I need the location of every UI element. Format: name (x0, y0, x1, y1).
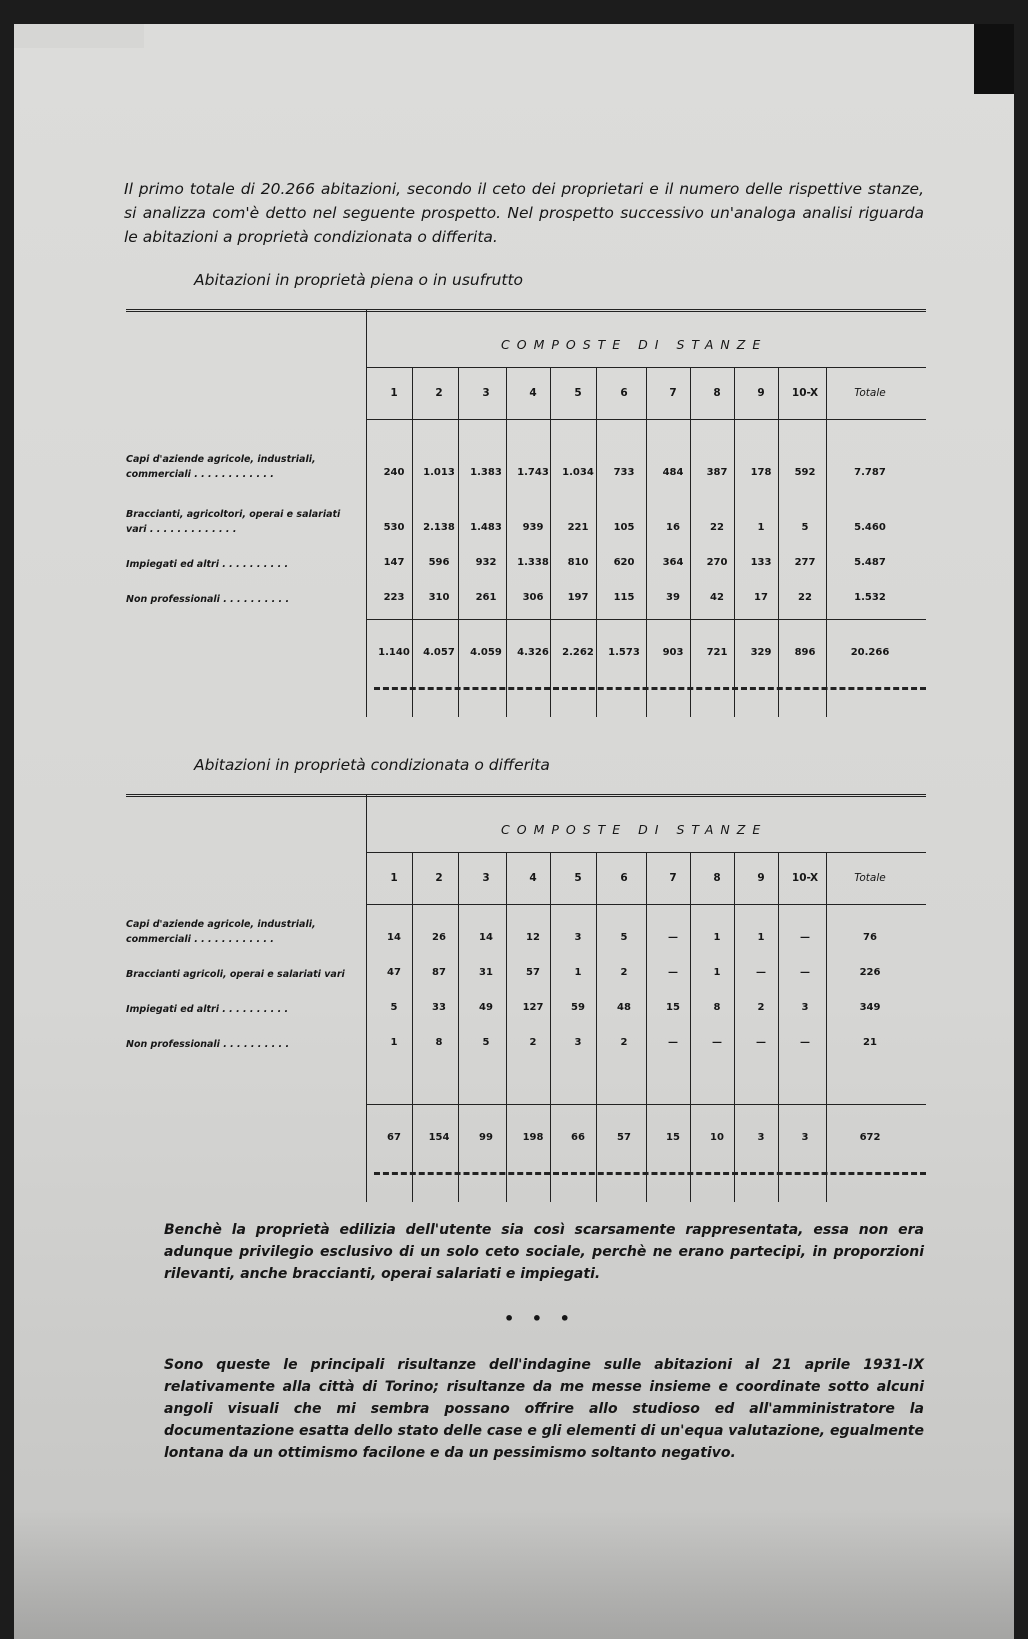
column-header-6: 6 (620, 387, 628, 399)
total-cell: 99 (479, 1132, 493, 1143)
column-header-11: Totale (854, 387, 886, 399)
total-cell: 198 (522, 1132, 544, 1143)
cell: 39 (666, 592, 680, 603)
cell: 87 (432, 967, 446, 978)
column-header-2: 2 (435, 872, 443, 884)
cell: 1.483 (470, 522, 502, 533)
row-label-3: Impiegati ed altri . . . . . . . . . . (126, 1004, 289, 1015)
column-divider-lower (826, 1112, 827, 1202)
intro-paragraph: Il primo totale di 20.266 abitazioni, secondo il ceto dei proprietari e il numero delle rispettive stanze, si analizza com'è detto nel seguente prospetto. Nel prospetto successivo un'analoga analisi riguarda le abitazioni a proprietà condizionata o differita. (124, 180, 924, 246)
row-label-4: Non professionali . . . . . . . . . . (126, 1039, 290, 1050)
cell: — (668, 1037, 678, 1048)
cell: 5 (390, 1002, 398, 1013)
column-divider-lower (826, 627, 827, 717)
column-divider (458, 852, 459, 1124)
cell: 57 (526, 967, 540, 978)
column-divider (690, 852, 691, 1124)
column-divider-lower (550, 627, 551, 717)
column-divider-lower (596, 1112, 597, 1202)
cell: 7.787 (854, 467, 886, 478)
cell: 3 (801, 1002, 809, 1013)
cell: 1 (713, 967, 721, 978)
cell: 277 (794, 557, 816, 568)
cell: 1.034 (562, 467, 594, 478)
cell: 76 (863, 932, 877, 943)
total-cell: 4.059 (470, 647, 502, 658)
cell: 1 (574, 967, 582, 978)
column-divider (646, 852, 647, 1124)
column-header-8: 8 (713, 872, 721, 884)
cell: — (668, 967, 678, 978)
cell: — (756, 967, 766, 978)
cell: 620 (613, 557, 635, 568)
cell: 5.487 (854, 557, 886, 568)
column-divider-lower (734, 627, 735, 717)
column-header-7: 7 (669, 872, 677, 884)
cell: 3 (574, 932, 582, 943)
table2 (126, 794, 926, 1204)
bottom-dashed-rule (374, 687, 926, 690)
total-cell: 721 (706, 647, 728, 658)
cell: 47 (387, 967, 401, 978)
cell: 596 (428, 557, 450, 568)
column-divider-lower (778, 627, 779, 717)
conclusion-paragraph: Benchè la proprietà edilizia dell'utente sia così scarsamente rappresentata, essa non era adunque privilegio esclusivo di un solo ceto sociale, perchè ne erano partecipi, in proporzioni rilevanti, anche braccianti, operai salariati e impiegati. (164, 1222, 924, 1282)
total-cell: 903 (662, 647, 684, 658)
row-label-4: Non professionali . . . . . . . . . . (126, 594, 290, 605)
cell: 17 (754, 592, 768, 603)
column-header-4: 4 (529, 872, 537, 884)
cell: 1 (757, 932, 765, 943)
cell: 22 (798, 592, 812, 603)
cell: 147 (383, 557, 405, 568)
column-divider-lower (550, 1112, 551, 1202)
cell: 133 (750, 557, 772, 568)
total-cell: 154 (428, 1132, 450, 1143)
cell: 261 (475, 592, 497, 603)
column-divider-lower (458, 627, 459, 717)
column-divider-lower (734, 1112, 735, 1202)
total-cell: 1.140 (378, 647, 410, 658)
table2-title: Abitazioni in proprietà condizionata o differita (194, 756, 550, 774)
cell: 5 (482, 1037, 490, 1048)
column-divider (412, 852, 413, 1124)
cell: 387 (706, 467, 728, 478)
cell: 15 (666, 1002, 680, 1013)
cell: 59 (571, 1002, 585, 1013)
column-divider-lower (690, 627, 691, 717)
cell: 364 (662, 557, 684, 568)
cell: 22 (710, 522, 724, 533)
column-divider (826, 852, 827, 1124)
cell: 127 (522, 1002, 544, 1013)
cell: 1.338 (517, 557, 549, 568)
cell: 3 (574, 1037, 582, 1048)
cell: 33 (432, 1002, 446, 1013)
table1-title: Abitazioni in proprietà piena o in usufrutto (194, 271, 524, 289)
total-cell: 66 (571, 1132, 585, 1143)
cell: 48 (617, 1002, 631, 1013)
cell: 1 (713, 932, 721, 943)
column-header-7: 7 (669, 387, 677, 399)
cell: — (712, 1037, 722, 1048)
cell: 1.383 (470, 467, 502, 478)
column-header-3: 3 (482, 387, 490, 399)
cell: 5 (620, 932, 628, 943)
column-header-9: 9 (757, 387, 765, 399)
total-cell: 57 (617, 1132, 631, 1143)
cell: 1 (757, 522, 765, 533)
cell: 226 (859, 967, 881, 978)
totals-rule (366, 619, 926, 620)
cell: 1 (390, 1037, 398, 1048)
column-divider-lower (506, 627, 507, 717)
cell: 31 (479, 967, 493, 978)
bottom-dashed-rule (374, 1172, 926, 1175)
scan-wear (14, 1509, 1014, 1639)
cell: 810 (567, 557, 589, 568)
cell: 221 (567, 522, 589, 533)
cell: 932 (475, 557, 497, 568)
cell: 306 (522, 592, 544, 603)
table-caption: COMPOSTE DI STANZE (501, 822, 768, 837)
cell: — (800, 1037, 810, 1048)
row-label-1: Capi d'aziende agricole, industriali, commerciali . . . . . . . . . . . . (126, 454, 316, 480)
total-cell: 4.326 (517, 647, 549, 658)
cell: 2 (620, 967, 628, 978)
cell: 530 (383, 522, 405, 533)
column-divider-lower (596, 627, 597, 717)
column-divider-lower (412, 1112, 413, 1202)
column-header-5: 5 (574, 387, 582, 399)
scan-shadow (974, 24, 1014, 94)
cell: 5.460 (854, 522, 886, 533)
column-divider (506, 852, 507, 1124)
total-cell: 329 (750, 647, 772, 658)
total-cell: 67 (387, 1132, 401, 1143)
final-paragraph: Sono queste le principali risultanze dell'indagine sulle abitazioni al 21 aprile 1931-IX relativamente alla città di Torino; risultanze da me messe insieme e coordinate sotto alcuni angoli visuali che mi sembra possano offrire allo studioso ed all'amministratore la documentazione esatta dello stato delle case e gli elementi di un'equa valutazione, egualmente lontana da un ottimismo facilone e da un pessimismo soltanto negativo. (164, 1357, 924, 1461)
row-label-2: Braccianti agricoli, operai e salariati vari (126, 969, 345, 980)
cell: 42 (710, 592, 724, 603)
total-cell: 3 (757, 1132, 765, 1143)
column-divider (596, 852, 597, 1124)
cell: 2 (757, 1002, 765, 1013)
cell: — (668, 932, 678, 943)
cell: 349 (859, 1002, 881, 1013)
column-divider-lower (778, 1112, 779, 1202)
cell: 2 (529, 1037, 537, 1048)
cell: 8 (435, 1037, 443, 1048)
total-cell: 3 (801, 1132, 809, 1143)
cell: — (800, 932, 810, 943)
totals-rule (366, 1104, 926, 1105)
cell: — (756, 1037, 766, 1048)
cell: — (800, 967, 810, 978)
column-header-4: 4 (529, 387, 537, 399)
cell: 1.013 (423, 467, 455, 478)
column-divider-lower (412, 627, 413, 717)
row-label-2: Braccianti, agricoltori, operai e salariati vari . . . . . . . . . . . . . (126, 509, 341, 535)
cell: 115 (613, 592, 635, 603)
cell: 16 (666, 522, 680, 533)
cell: 240 (383, 467, 405, 478)
top-rule (126, 794, 926, 797)
cell: 733 (613, 467, 635, 478)
column-header-3: 3 (482, 872, 490, 884)
section-separator: • • • (504, 1309, 576, 1328)
column-divider-lower (646, 627, 647, 717)
cell: 197 (567, 592, 589, 603)
column-header-11: Totale (854, 872, 886, 884)
column-divider-lower (366, 627, 367, 717)
column-divider (366, 794, 367, 1124)
column-divider (734, 852, 735, 1124)
column-header-1: 1 (390, 872, 398, 884)
cell: 12 (526, 932, 540, 943)
total-cell: 10 (710, 1132, 724, 1143)
cell: 270 (706, 557, 728, 568)
row-label-1: Capi d'aziende agricole, industriali, commerciali . . . . . . . . . . . . (126, 919, 316, 945)
column-header-2: 2 (435, 387, 443, 399)
cell: 223 (383, 592, 405, 603)
column-header-5: 5 (574, 872, 582, 884)
column-divider-lower (506, 1112, 507, 1202)
column-divider (550, 852, 551, 1124)
column-header-9: 9 (757, 872, 765, 884)
column-divider-lower (366, 1112, 367, 1202)
document-page (14, 24, 1014, 1639)
row-label-3: Impiegati ed altri . . . . . . . . . . (126, 559, 289, 570)
column-divider (778, 852, 779, 1124)
cell: 105 (613, 522, 635, 533)
total-cell: 4.057 (423, 647, 455, 658)
cell: 1.743 (517, 467, 549, 478)
column-header-10: 10-X (791, 872, 819, 884)
column-divider-lower (646, 1112, 647, 1202)
cell: 49 (479, 1002, 493, 1013)
total-cell: 2.262 (562, 647, 594, 658)
cell: 592 (794, 467, 816, 478)
column-header-1: 1 (390, 387, 398, 399)
cell: 310 (428, 592, 450, 603)
column-header-6: 6 (620, 872, 628, 884)
cell: 26 (432, 932, 446, 943)
cell: 21 (863, 1037, 877, 1048)
column-divider-lower (458, 1112, 459, 1202)
total-cell: 896 (794, 647, 816, 658)
column-header-10: 10-X (791, 387, 819, 399)
scan-edge (14, 24, 144, 48)
total-cell: 1.573 (608, 647, 640, 658)
column-header-8: 8 (713, 387, 721, 399)
table1 (126, 309, 926, 739)
cell: 939 (522, 522, 544, 533)
cell: 14 (387, 932, 401, 943)
cell: 8 (713, 1002, 721, 1013)
total-cell: 20.266 (850, 647, 890, 658)
total-cell: 672 (859, 1132, 881, 1143)
cell: 5 (801, 522, 809, 533)
cell: 14 (479, 932, 493, 943)
cell: 178 (750, 467, 772, 478)
table-caption: COMPOSTE DI STANZE (501, 337, 768, 352)
cell: 484 (662, 467, 684, 478)
column-divider (366, 309, 367, 639)
total-cell: 15 (666, 1132, 680, 1143)
cell: 1.532 (854, 592, 886, 603)
cell: 2.138 (423, 522, 455, 533)
column-divider-lower (690, 1112, 691, 1202)
top-rule (126, 309, 926, 312)
cell: 2 (620, 1037, 628, 1048)
